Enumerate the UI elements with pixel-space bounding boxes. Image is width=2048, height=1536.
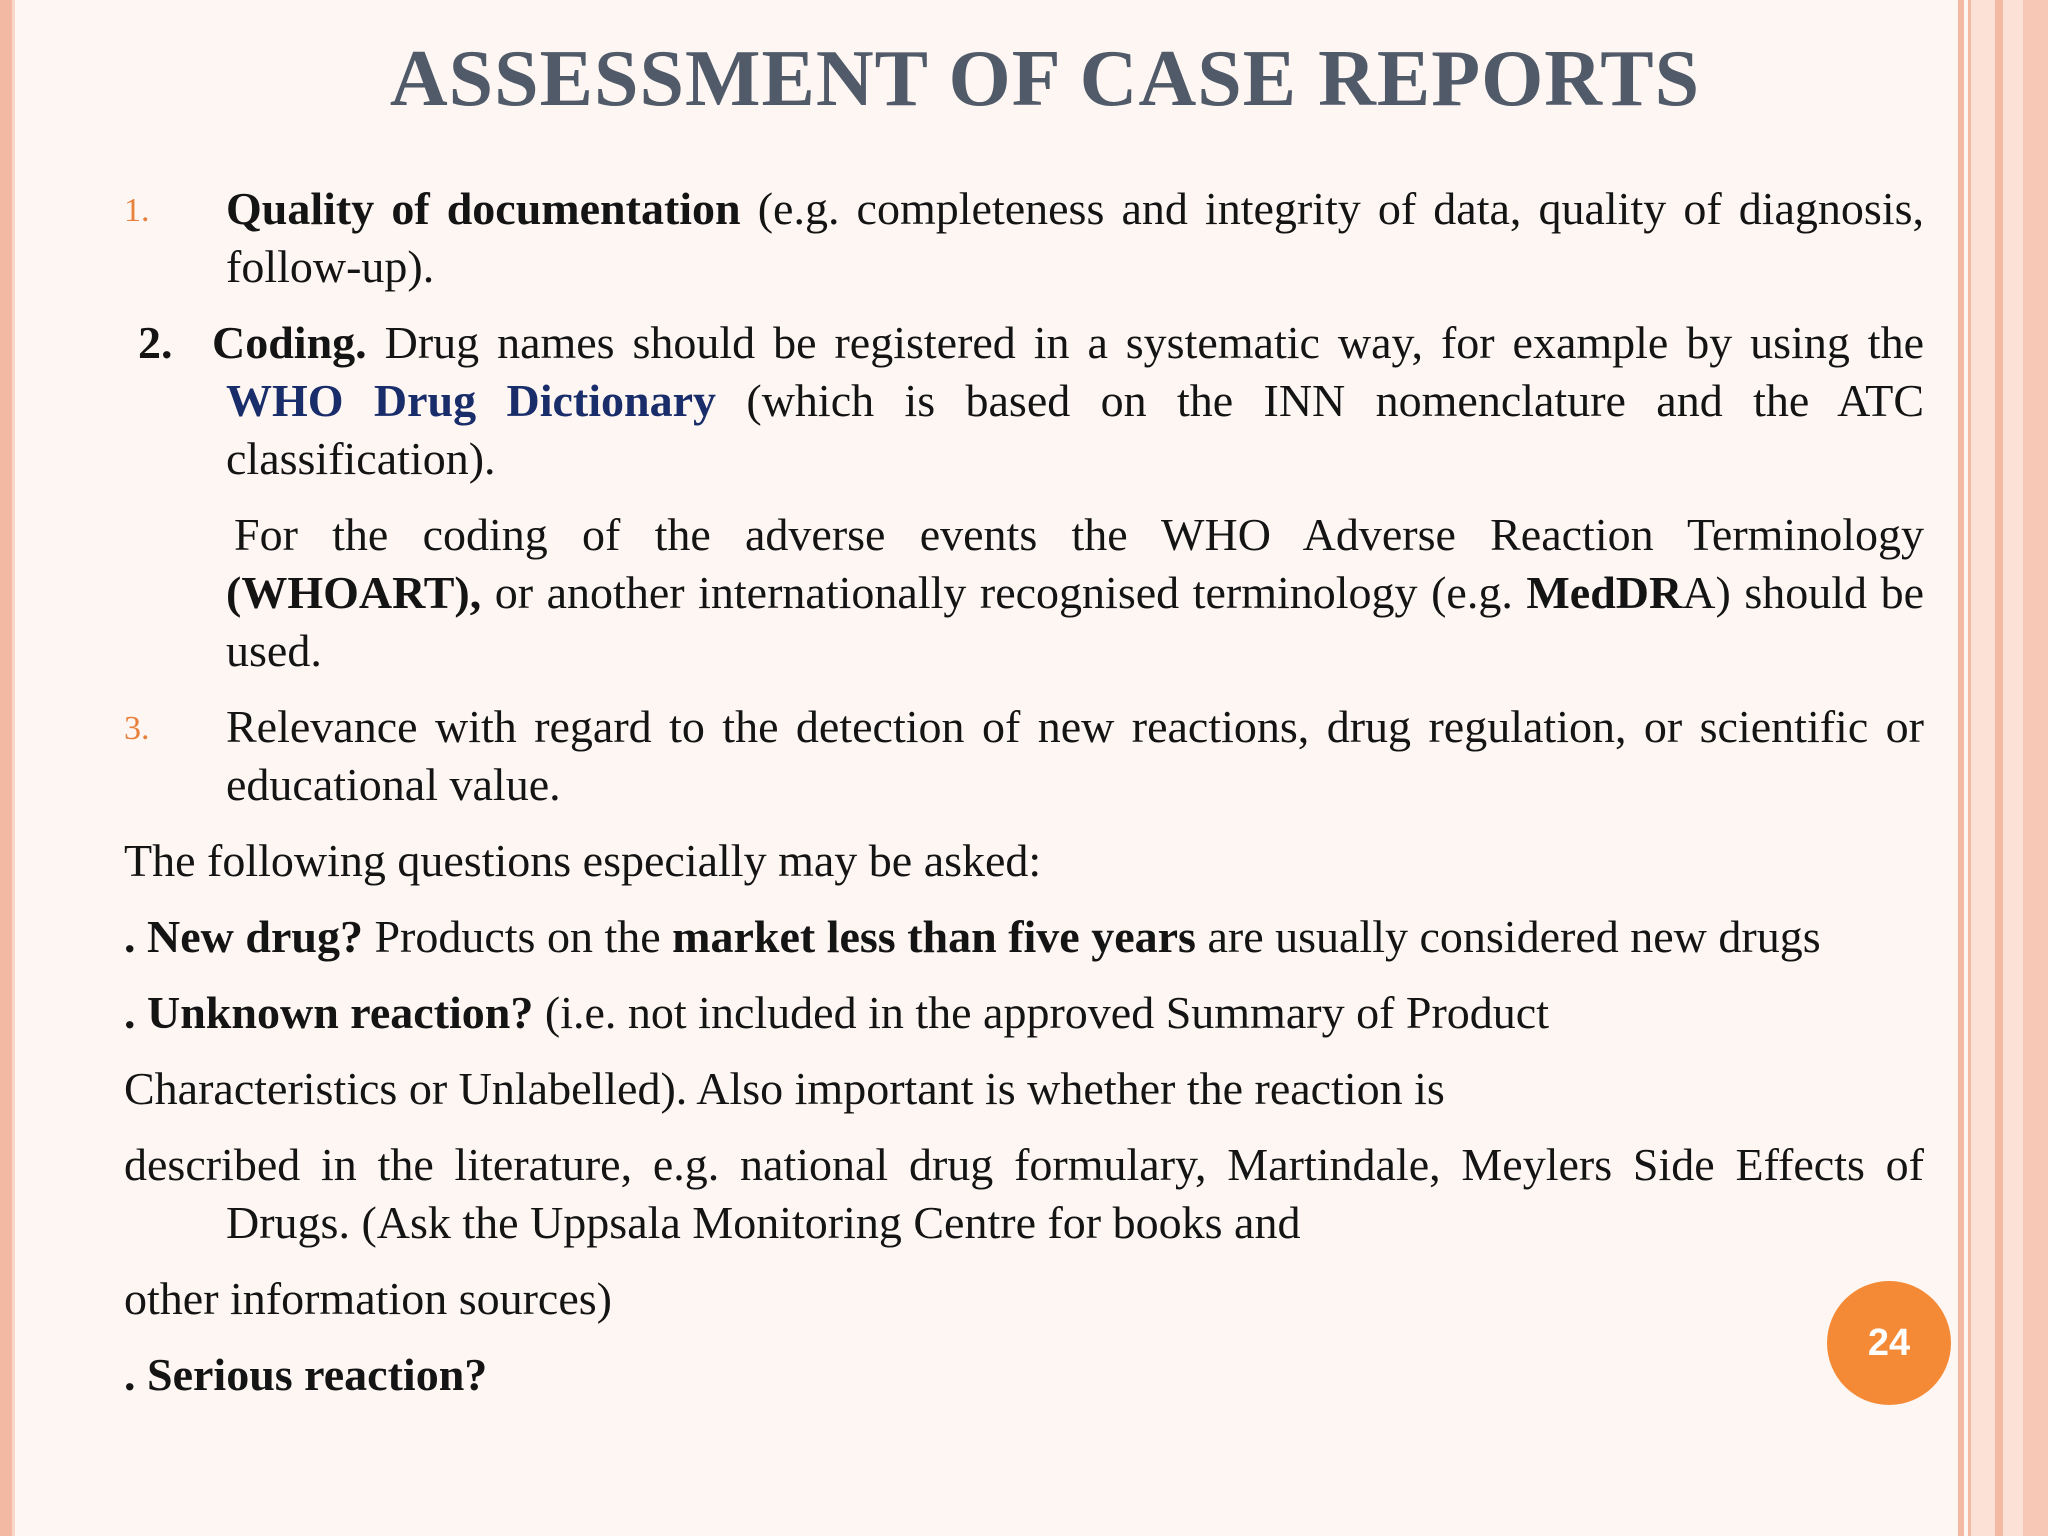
questions-intro: The following questions especially may be asked: (124, 835, 1042, 886)
q2-line-1 (124, 984, 1924, 1042)
coding-p2-c: A) should be used. (226, 567, 1924, 676)
q1-text-b: are usually considered new drugs (1195, 911, 1821, 962)
q1-text-a: Products on the (362, 911, 673, 962)
question-serious-reaction (124, 1346, 1924, 1404)
question-new-drug (124, 908, 1924, 966)
quality-heading: Quality of documentation (226, 183, 741, 234)
list-number-1: 1. (124, 192, 150, 229)
q1-prefix: . (124, 911, 147, 962)
q2-line-3: described in the literature, e.g. national drug formulary, Martindale, Meylers Side Effects of Drugs. (Ask the Uppsala Monitoring Centre for books and (124, 1139, 1924, 1248)
right-border-decoration (1958, 0, 2048, 1536)
list-item-relevance (124, 698, 1924, 814)
left-border-decoration (0, 0, 22, 1536)
coding-text-a: Drug names should be registered in a systematic way, for example by using the (366, 317, 1924, 368)
list-item-quality (124, 180, 1924, 296)
slide-body (124, 180, 1924, 1404)
q2-line-2: Characteristics or Unlabelled). Also important is whether the reaction is (124, 1063, 1445, 1114)
slide-title: ASSESSMENT OF CASE REPORTS (389, 35, 1701, 123)
whoart-term: (WHOART), (226, 567, 482, 618)
list-number-2: 2. (138, 317, 173, 368)
coding-text-b: (which is based on the INN nomenclature and the ATC classification). (226, 375, 1924, 484)
q1-heading: New drug? (147, 911, 363, 962)
coding-heading: Coding. (212, 317, 367, 368)
q2-line1-text: (i.e. not included in the approved Summary of Product (533, 987, 1549, 1038)
quality-text: (e.g. completeness and integrity of data, quality of diagnosis, follow-up). (226, 183, 1925, 292)
coding-paragraph-2 (124, 506, 1924, 680)
coding-p2-a: For the coding of the adverse events the WHO Adverse Reaction Terminology (234, 509, 1924, 560)
page-number-badge: 24 (1827, 1281, 1951, 1405)
q2-prefix: . (124, 987, 147, 1038)
list-item-coding (124, 314, 1924, 488)
question-unknown-reaction (124, 984, 1924, 1328)
q3-prefix: . (124, 1349, 147, 1400)
q1-highlight: market less than five years (672, 911, 1196, 962)
meddra-term: MedDR (1526, 567, 1683, 618)
relevance-text: Relevance with regard to the detection of new reactions, drug regulation, or scientific or educational value. (226, 701, 1924, 810)
q3-heading: Serious reaction? (147, 1349, 488, 1400)
who-drug-dictionary-link[interactable]: WHO Drug Dictionary (226, 375, 717, 426)
q2-line-4: other information sources) (124, 1273, 612, 1324)
coding-p2-b: or another internationally recognised terminology (e.g. (481, 567, 1527, 618)
list-number-3: 3. (124, 710, 150, 747)
q2-heading: Unknown reaction? (147, 987, 534, 1038)
